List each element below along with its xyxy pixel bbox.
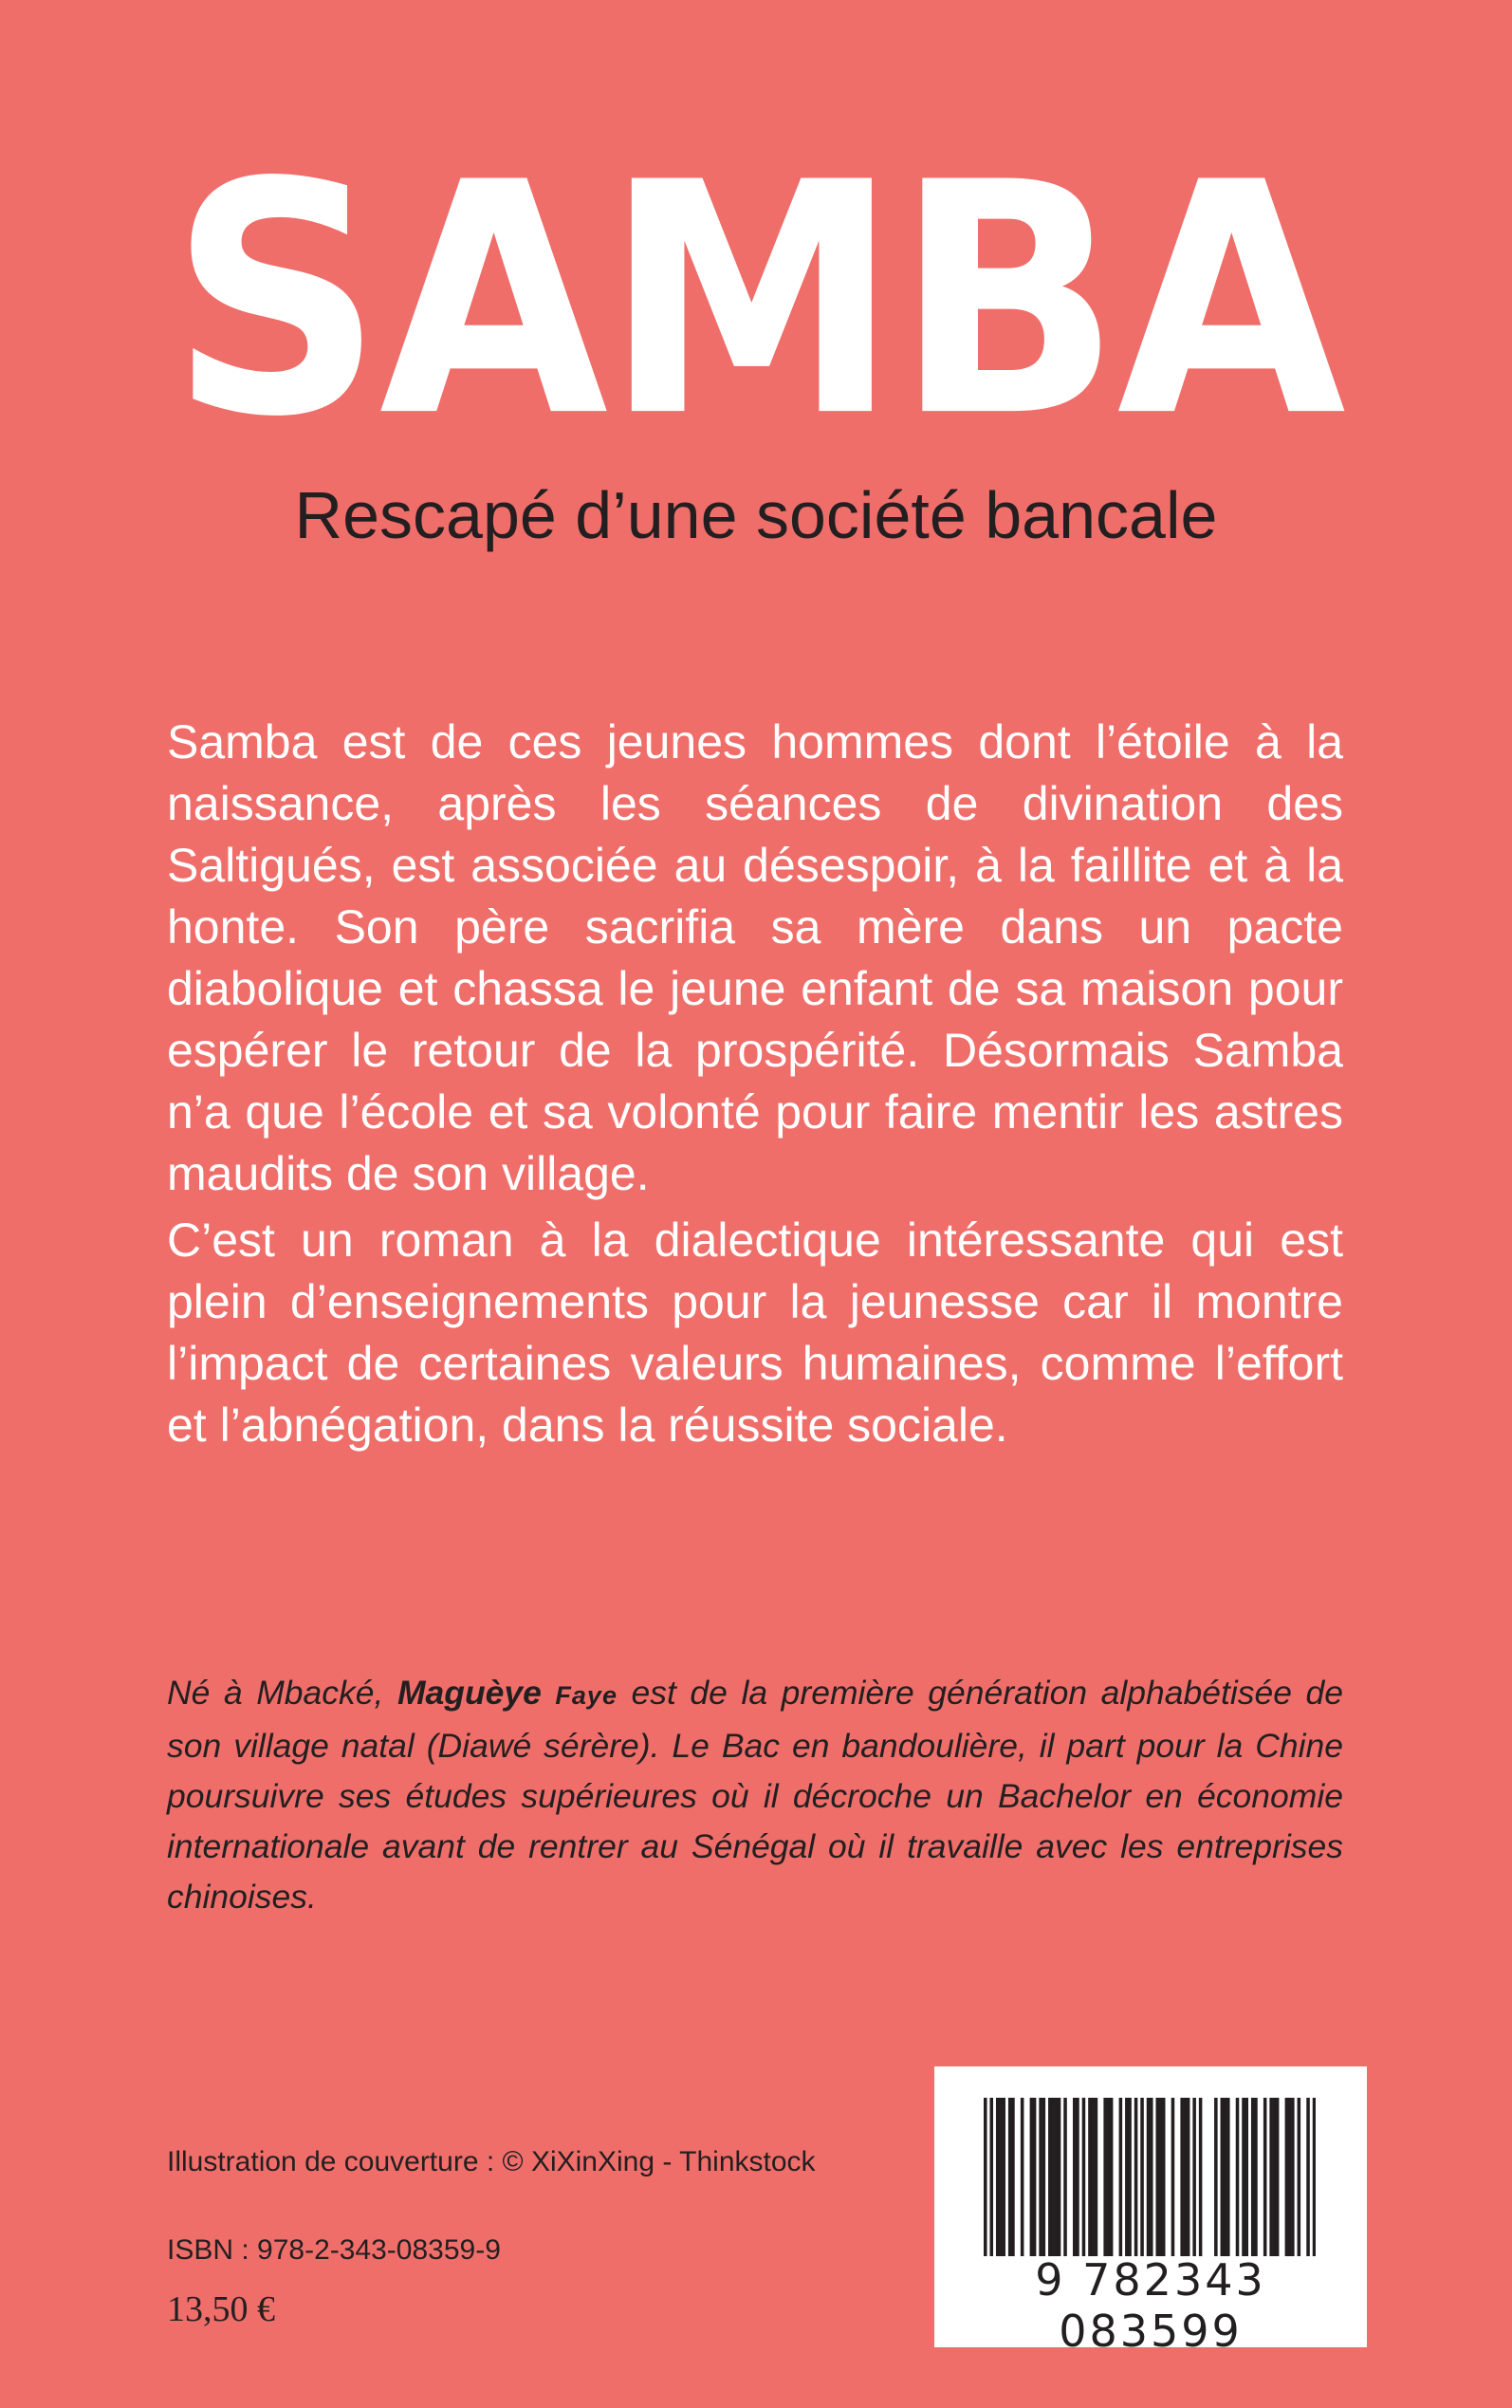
book-subtitle: Rescapé d’une société bancale bbox=[294, 478, 1218, 552]
price: 13,50 € bbox=[167, 2289, 275, 2329]
blurb-paragraph-1: Samba est de ces jeunes hommes dont l’étoile à la naissance, après les séances de divination des Saltigués, est associée au désespoir, à la faillite et à la honte. Son père sacrifia sa mère dans un pacte diabolique et chassa le jeune enfant de sa maison pour espérer le retour de la prospérité. Désormais Samba n’a que l’école et sa volonté pour faire mentir les astres maudits de son village. bbox=[167, 715, 1343, 1200]
barcode bbox=[934, 2066, 1367, 2357]
book-title: SAMBA bbox=[170, 113, 1342, 488]
author-bio bbox=[167, 1668, 1343, 1922]
author-bio-text: est de la première génération alphabétisée de son village natal (Diawé sérère). Le Bac en bandoulière, il part pour la Chine poursuivre ses études supérieures où il décroche un Bachelor en économie internationale avant de rentrer au Sénégal où il travaille avec les entreprises chinoises. bbox=[167, 1674, 1343, 1916]
isbn: ISBN : 978-2-343-08359-9 bbox=[167, 2234, 501, 2266]
author-bio-intro: Né à Mbacké, bbox=[167, 1674, 397, 1712]
author-last-name: Faye bbox=[555, 1681, 618, 1710]
barcode-digits: 9 782343 083599 bbox=[1035, 2254, 1266, 2357]
author-first-name: Maguèye bbox=[396, 1674, 556, 1712]
illustration-credit: Illustration de couverture : © XiXinXing - Thinkstock bbox=[167, 2146, 816, 2177]
blurb-paragraph-2: C’est un roman à la dialectique intéressante qui est plein d’enseignements pour la jeunesse car il montre l’impact de certaines valeurs humaines, comme l’effort et l’abnégation, dans la réussite sociale. bbox=[167, 1213, 1343, 1452]
